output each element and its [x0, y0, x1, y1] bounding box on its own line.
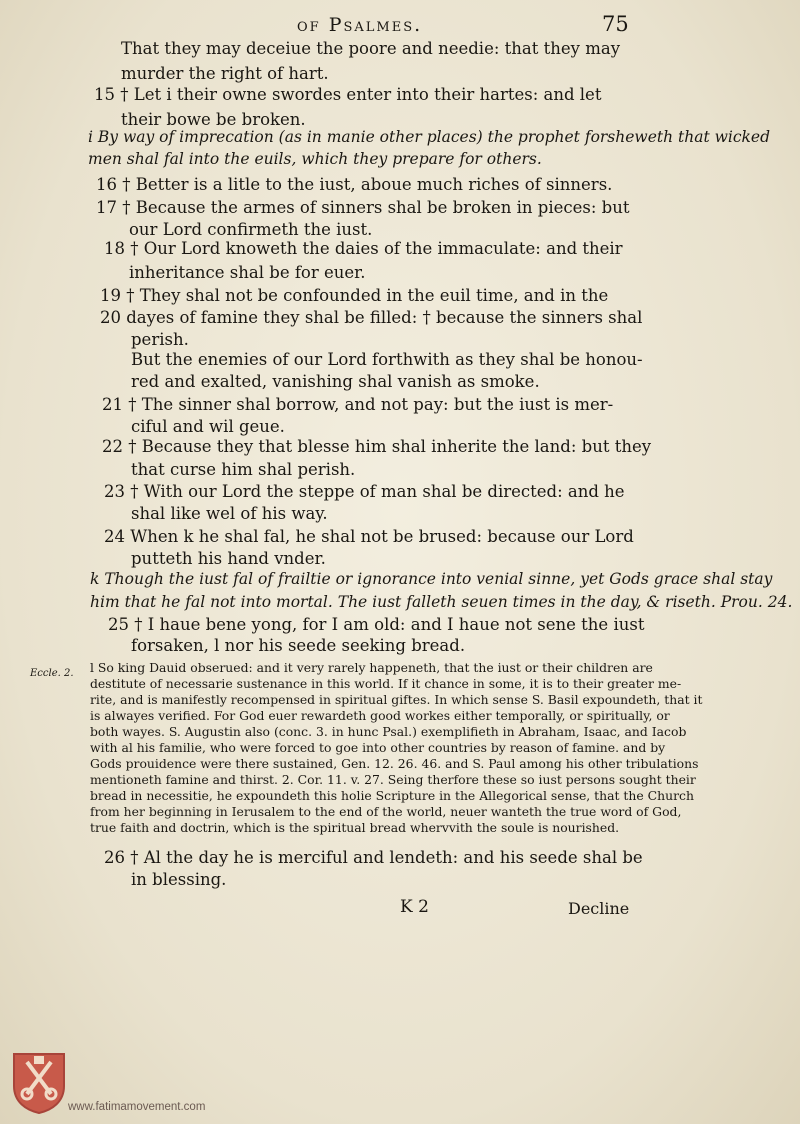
text-line: that curse him shal perish. — [131, 460, 356, 479]
text-line: 21 † The sinner shal borrow, and not pay: but the iust is mer- — [102, 395, 614, 414]
text-line: That they may deceiue the poore and needie: that they may — [121, 39, 621, 58]
papal-keys-logo-icon — [12, 1052, 66, 1114]
text-line: forsaken, l nor his seede seeking bread. — [131, 636, 466, 655]
annotation-line: rite, and is manifestly recompensed in spiritual giftes. In which sense S. Basil expoundeth, that it — [90, 692, 703, 707]
text-line: 16 † Better is a litle to the iust, aboue much riches of sinners. — [96, 175, 613, 194]
text-line: 24 When k he shal fal, he shal not be brused: because our Lord — [104, 527, 634, 546]
footer-url[interactable]: www.fatimamovement.com — [68, 1101, 206, 1113]
text-line: 22 † Because they that blesse him shal inherite the land: but they — [102, 437, 652, 456]
text-line: shal like wel of his way. — [131, 504, 328, 523]
text-line: 20 dayes of famine they shal be filled: † because the sinners shal — [100, 308, 643, 327]
annotation-line: both wayes. S. Augustin also (conc. 3. in hunc Psal.) exemplifieth in Abraham, Isaac, and Iacob — [90, 724, 687, 739]
text-line: murder the right of hart. — [121, 64, 329, 83]
text-line: 19 † They shal not be confounded in the euil time, and in the — [100, 286, 609, 305]
annotation-line: is alwayes verified. For God euer rewardeth good workes either temporally, or spiritually, or — [90, 708, 670, 723]
text-line: 25 † I haue bene yong, for I am old: and I haue not sene the iust — [108, 615, 645, 634]
text-line: ciful and wil geue. — [131, 417, 285, 436]
text-line: their bowe be broken. — [121, 110, 306, 129]
text-line: 18 † Our Lord knoweth the daies of the immaculate: and their — [104, 239, 623, 258]
note-line: men shal fal into the euils, which they prepare for others. — [88, 150, 542, 168]
annotation-line: with al his familie, who were forced to goe into other countries by reason of famine. and by — [90, 740, 666, 755]
annotation-line: destitute of necessarie sustenance in this world. If it chance in some, it is to their greater me- — [90, 676, 682, 691]
text-line: 17 † Because the armes of sinners shal be broken in pieces: but — [96, 198, 630, 217]
annotation-line: mentioneth famine and thirst. 2. Cor. 11. v. 27. Seing therfore these so iust persons sought their — [90, 772, 696, 787]
text-line: in blessing. — [131, 870, 227, 889]
page-number: 75 — [602, 12, 629, 36]
text-line: our Lord confirmeth the iust. — [129, 220, 373, 239]
text-line: But the enemies of our Lord forthwith as they shal be honou- — [131, 350, 643, 369]
annotation-line: bread in necessitie, he expoundeth this holie Scripture in the Allegorical sense, that the Church — [90, 788, 694, 803]
annotation-line: from her beginning in Ierusalem to the end of the world, neuer wanteth the true word of God, — [90, 804, 682, 819]
signature-mark: K 2 — [400, 897, 429, 917]
text-line: inheritance shal be for euer. — [129, 263, 366, 282]
text-line: red and exalted, vanishing shal vanish as smoke. — [131, 372, 540, 391]
text-line: 26 † Al the day he is merciful and lendeth: and his seede shal be — [104, 848, 643, 867]
note-line: k Though the iust fal of frailtie or ignorance into venial sinne, yet Gods grace shal stay — [90, 570, 773, 588]
text-line: 15 † Let i their owne swordes enter into their hartes: and let — [94, 85, 602, 104]
annotation-line: Gods prouidence were there sustained, Gen. 12. 26. 46. and S. Paul among his other tribulations — [90, 756, 699, 771]
margin-reference: Eccle. 2. — [30, 668, 74, 679]
annotation-line: l So king Dauid obserued: and it very rarely happeneth, that the iust or their children are — [90, 660, 653, 675]
running-head: of Psalmes. — [297, 14, 423, 36]
text-line: putteth his hand vnder. — [131, 549, 326, 568]
catchword: Decline — [568, 899, 630, 918]
annotation-line: true faith and doctrin, which is the spiritual bread whervvith the soule is nourished. — [90, 820, 620, 835]
note-line: i By way of imprecation (as in manie other places) the prophet forsheweth that wicked — [88, 128, 770, 146]
text-line: perish. — [131, 330, 189, 349]
text-line: 23 † With our Lord the steppe of man shal be directed: and he — [104, 482, 625, 501]
note-line: him that he fal not into mortal. The iust falleth seuen times in the day, & riseth. Prou. 24. — [90, 593, 793, 611]
